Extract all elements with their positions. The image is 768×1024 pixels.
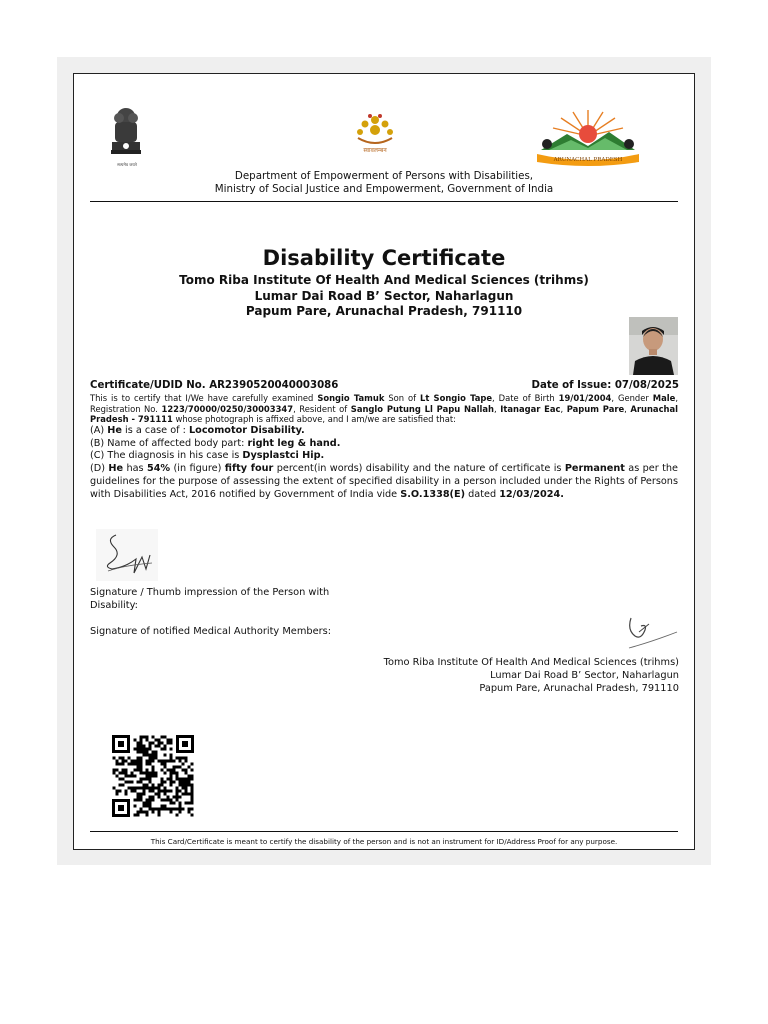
notification-number: S.O.1338(E)	[400, 488, 466, 500]
father-name: Lt Songio Tape	[420, 393, 493, 403]
item-c	[90, 450, 678, 463]
item-text: as per the guidelines for the purpose of assessing the extent of specified disability in a person included under the Rights of Persons with Disabilities Act, 2016 notified by Government of India vide	[90, 463, 678, 500]
medical-authority-signature	[621, 610, 681, 652]
ap-logo-text: ARUNACHAL PRADESH	[553, 157, 623, 163]
certificate-title: Disability Certificate	[262, 246, 506, 270]
department-heading	[74, 170, 694, 196]
resident-state: Arunachal Pradesh - 791111	[90, 403, 679, 424]
footer-institution-name: Tomo Riba Institute Of Health And Medical Sciences (trihms)	[383, 657, 679, 668]
certificate-number	[90, 380, 338, 391]
qr-code	[112, 735, 194, 817]
item-b	[90, 438, 678, 451]
certificate-document	[73, 73, 695, 850]
intro-text: , Gender	[611, 393, 653, 403]
item-text: percent(in words) disability and the nature of certificate is	[273, 463, 565, 475]
applicant-photo	[629, 317, 678, 375]
footer-divider	[90, 831, 678, 832]
resident-address: Sanglo Putung Ll Papu Nallah	[350, 403, 494, 414]
item-text: dated	[465, 488, 500, 500]
department-line-1: Department of Empowerment of Persons with Disabilities,	[234, 170, 534, 182]
page-background	[57, 57, 711, 865]
institution-address-1: Lumar Dai Road B’ Sector, Naharlagun	[254, 288, 514, 303]
issue-date-value: 07/08/2025	[614, 380, 679, 391]
arunachal-pradesh-logo	[527, 108, 649, 170]
intro-text: whose photograph is affixed above, and I am/we are satisfied that:	[172, 414, 456, 424]
certificate-nature: Permanent	[564, 463, 625, 475]
swavlamban-logo	[350, 108, 400, 156]
person-signature	[96, 529, 158, 581]
disability-type: Locomotor Disability.	[188, 425, 305, 436]
registration-number: 1223/70000/0250/30003347	[161, 403, 294, 414]
certification-statement	[90, 393, 678, 425]
disclaimer-text: This Card/Certificate is meant to certify the disability of the person and is not an instrument for ID/Address Proof for any purpose.	[150, 837, 618, 846]
gender: Male	[652, 393, 676, 403]
institution-block	[74, 273, 694, 320]
item-bold: He	[108, 463, 124, 475]
intro-text: ,	[494, 403, 501, 414]
date-of-birth: 19/01/2004	[558, 393, 612, 403]
institution-name: Tomo Riba Institute Of Health And Medical Sciences (trihms)	[179, 273, 589, 287]
resident-district: Papum Pare	[566, 403, 625, 414]
diagnosis: Dysplastci Hip.	[242, 450, 325, 462]
item-text: (B) Name of affected body part:	[90, 437, 248, 449]
footer-institution-address-1: Lumar Dai Road B’ Sector, Naharlagun	[490, 670, 679, 681]
footer-institution-address-2: Papum Pare, Arunachal Pradesh, 791110	[479, 683, 679, 694]
department-line-2: Ministry of Social Justice and Empowerment, Government of India	[214, 183, 554, 195]
item-text: (D)	[90, 463, 109, 475]
disability-percentage: 54%	[146, 463, 171, 475]
item-text: (C) The diagnosis in his case is	[90, 450, 243, 462]
intro-text: , Registration No.	[90, 393, 678, 414]
item-a	[90, 425, 678, 438]
swavlamban-text: स्वावलम्बन	[363, 147, 387, 154]
intro-text: ,	[560, 403, 567, 414]
header-divider	[90, 201, 678, 202]
emblem-caption: सत्यमेव जयते	[117, 162, 137, 167]
intro-text: , Resident of	[293, 403, 351, 414]
person-name: Songio Tamuk	[317, 393, 385, 403]
item-text: has	[123, 463, 147, 475]
udid-value: AR2390520040003086	[209, 380, 339, 391]
medical-authority-label: Signature of notified Medical Authority Members:	[90, 626, 332, 637]
item-text: is a case of :	[121, 425, 189, 436]
intro-text: Son of	[384, 393, 421, 403]
udid-label: Certificate/UDID No.	[90, 380, 206, 391]
item-bold: He	[107, 425, 122, 436]
affected-body-part: right leg & hand.	[247, 437, 341, 449]
resident-town: Itanagar Eac	[500, 403, 561, 414]
date-of-issue	[532, 380, 680, 391]
footer-institution-block	[359, 656, 679, 695]
institution-address-2: Papum Pare, Arunachal Pradesh, 791110	[245, 304, 523, 318]
item-text: (in figure)	[170, 463, 225, 475]
intro-text: This is to certify that I/We have carefully examined	[90, 393, 318, 403]
notification-date: 12/03/2024.	[499, 488, 564, 500]
national-emblem-logo	[106, 106, 146, 168]
disability-details	[90, 425, 678, 501]
item-text: (A)	[90, 425, 108, 436]
item-d	[90, 463, 678, 501]
person-signature-label: Signature / Thumb impression of the Person with Disability:	[90, 587, 330, 611]
disability-percentage-words: fifty four	[224, 463, 274, 475]
intro-text: , Date of Birth	[492, 393, 559, 403]
intro-text: ,	[624, 403, 631, 414]
issue-date-label: Date of Issue:	[531, 380, 612, 391]
